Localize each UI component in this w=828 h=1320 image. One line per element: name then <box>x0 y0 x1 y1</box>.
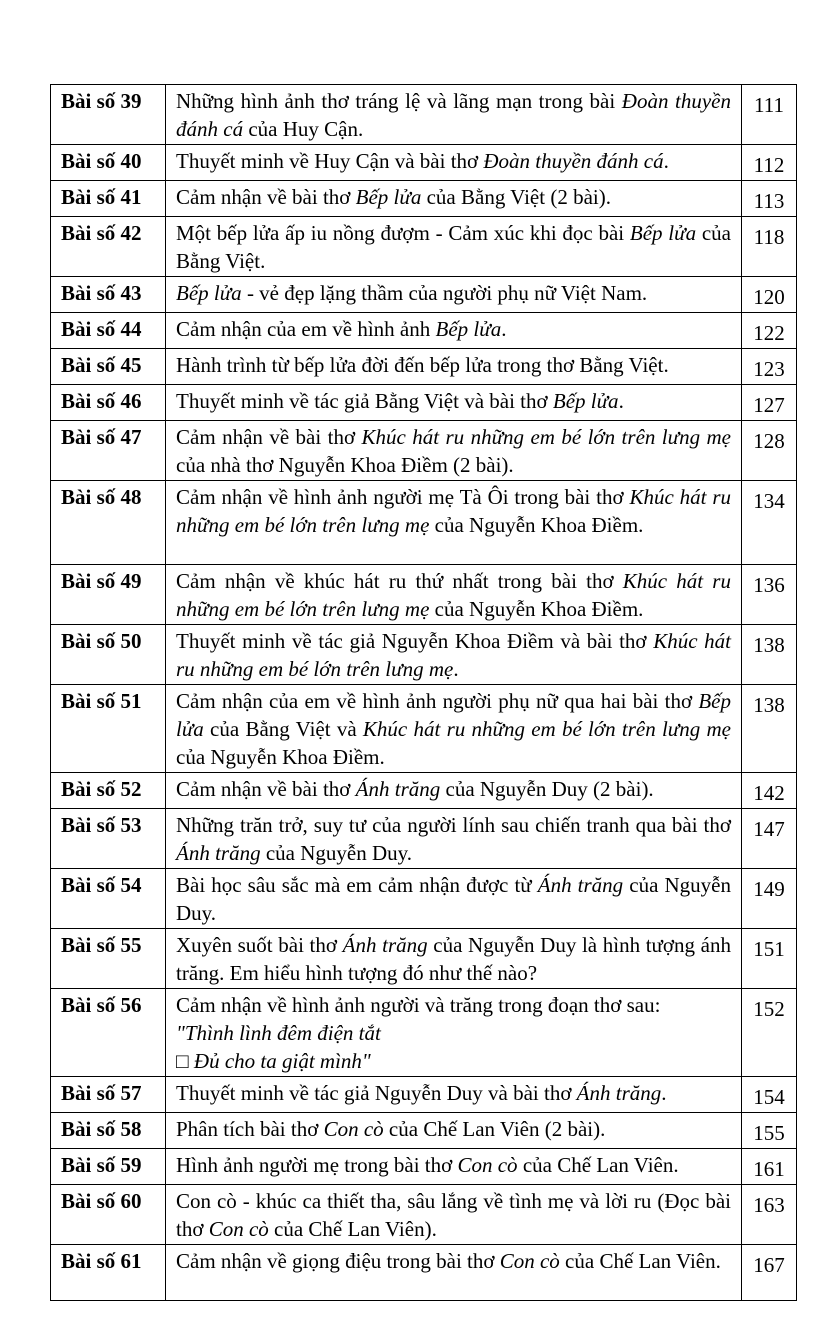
entry-title <box>166 929 742 989</box>
entry-title <box>166 277 742 313</box>
title-text: Con cò - khúc ca thiết tha, sâu lắng về tình mẹ và lời ru (Đọc bài thơ <box>176 1189 731 1241</box>
table-row <box>51 625 797 685</box>
entry-number: Bài số 39 <box>51 85 166 145</box>
entry-number: Bài số 55 <box>51 929 166 989</box>
entry-title <box>166 565 742 625</box>
table-row <box>51 217 797 277</box>
title-line <box>176 1249 721 1273</box>
title-text: . <box>501 317 507 341</box>
work-title-italic: Ánh trăng <box>537 873 624 897</box>
work-title-italic: Đoàn thuyền đánh cá <box>176 89 731 141</box>
title-text: Cảm nhận về hình ảnh người và trăng trong đoạn thơ sau: <box>176 993 661 1017</box>
work-title-italic: Ánh trăng <box>176 841 261 865</box>
title-text: của Nguyễn Duy. <box>260 841 413 865</box>
title-text: của Bằng Việt (2 bài). <box>421 185 611 209</box>
title-line <box>176 569 731 621</box>
entry-title <box>166 989 742 1077</box>
entry-number: Bài số 44 <box>51 313 166 349</box>
entry-title <box>166 385 742 421</box>
work-title-italic: Khúc hát ru những em bé lớn trên lưng mẹ <box>176 485 731 537</box>
table-row <box>51 1077 797 1113</box>
entry-number: Bài số 56 <box>51 989 166 1077</box>
title-line <box>176 689 731 769</box>
title-line <box>176 933 731 985</box>
title-text: Thuyết minh về tác giả Nguyễn Khoa Điềm và bài thơ <box>176 629 654 653</box>
table-row <box>51 685 797 773</box>
title-text: của Nguyễn Khoa Điềm. <box>429 597 644 621</box>
entry-number: Bài số 43 <box>51 277 166 313</box>
table-row <box>51 385 797 421</box>
work-title-italic: Đoàn thuyền đánh cá <box>483 149 664 173</box>
work-title-italic: Con cò <box>323 1117 384 1141</box>
work-title-italic: □ Đủ cho ta giật mình" <box>176 1049 371 1073</box>
entry-number: Bài số 49 <box>51 565 166 625</box>
work-title-italic: Khúc hát ru những em bé lớn trên lưng mẹ <box>361 425 731 449</box>
table-row <box>51 349 797 385</box>
title-line <box>176 813 731 865</box>
table-row <box>51 1245 797 1301</box>
page-number: 155 <box>742 1113 797 1149</box>
work-title-italic: Ánh trăng <box>355 777 441 801</box>
entry-number: Bài số 41 <box>51 181 166 217</box>
entry-number: Bài số 53 <box>51 809 166 869</box>
entry-title <box>166 625 742 685</box>
table-row <box>51 869 797 929</box>
entry-title <box>166 421 742 481</box>
entry-number: Bài số 54 <box>51 869 166 929</box>
title-text: Cảm nhận về khúc hát ru thứ nhất trong bài thơ <box>176 569 623 593</box>
page-number: 128 <box>742 421 797 481</box>
title-text: của Nguyễn Duy (2 bài). <box>440 777 654 801</box>
entry-title <box>166 313 742 349</box>
title-line <box>176 89 731 141</box>
page-number: 163 <box>742 1185 797 1245</box>
entry-number: Bài số 57 <box>51 1077 166 1113</box>
work-title-italic: Bếp lửa <box>355 185 422 209</box>
title-text: của Nguyễn Khoa Điềm. <box>176 745 385 769</box>
page-number: 113 <box>742 181 797 217</box>
table-of-contents <box>50 84 797 1301</box>
entry-title <box>166 1113 742 1149</box>
entry-title <box>166 145 742 181</box>
title-text: Thuyết minh về tác giả Nguyễn Duy và bài thơ <box>176 1081 577 1105</box>
title-text: . <box>618 389 624 413</box>
table-row <box>51 565 797 625</box>
page-number: 134 <box>742 481 797 565</box>
entry-title <box>166 869 742 929</box>
title-text: Xuyên suốt bài thơ <box>176 933 343 957</box>
title-text: của Huy Cận. <box>243 117 364 141</box>
page-number: 149 <box>742 869 797 929</box>
page-number: 138 <box>742 685 797 773</box>
title-line <box>176 425 731 477</box>
page-number: 147 <box>742 809 797 869</box>
table-row <box>51 1149 797 1185</box>
table-row <box>51 1185 797 1245</box>
entry-number: Bài số 61 <box>51 1245 166 1301</box>
entry-title <box>166 1185 742 1245</box>
table-row <box>51 181 797 217</box>
title-text: Cảm nhận của em về hình ảnh <box>176 317 436 341</box>
title-text: của nhà thơ Nguyễn Khoa Điềm (2 bài). <box>176 453 514 477</box>
work-title-italic: Con cò <box>208 1217 269 1241</box>
title-text: Bài học sâu sắc mà em cảm nhận được từ <box>176 873 538 897</box>
title-text: của Chế Lan Viên (2 bài). <box>383 1117 606 1141</box>
title-text: Thuyết minh về tác giả Bằng Việt và bài thơ <box>176 389 553 413</box>
title-line <box>176 991 731 1019</box>
title-line <box>176 1081 667 1105</box>
entry-number: Bài số 46 <box>51 385 166 421</box>
page-number: 122 <box>742 313 797 349</box>
title-text: Cảm nhận về hình ảnh người mẹ Tà Ôi trong bài thơ <box>176 485 630 509</box>
page-number: 151 <box>742 929 797 989</box>
work-title-italic: Ánh trăng <box>342 933 428 957</box>
title-text: của Chế Lan Viên). <box>268 1217 437 1241</box>
page-number: 123 <box>742 349 797 385</box>
table-row <box>51 277 797 313</box>
title-line <box>176 1047 731 1075</box>
title-line <box>176 317 506 341</box>
entry-number: Bài số 42 <box>51 217 166 277</box>
entry-number: Bài số 40 <box>51 145 166 181</box>
entry-title <box>166 1245 742 1301</box>
table-row <box>51 929 797 989</box>
entry-number: Bài số 59 <box>51 1149 166 1185</box>
table-row <box>51 1113 797 1149</box>
table-row <box>51 809 797 869</box>
work-title-italic: Bếp lửa <box>629 221 697 245</box>
work-title-italic: Bếp lửa <box>552 389 619 413</box>
entry-title <box>166 481 742 565</box>
table-row <box>51 481 797 565</box>
entry-number: Bài số 50 <box>51 625 166 685</box>
title-text: của Bằng Việt và <box>203 717 363 741</box>
entry-title <box>166 85 742 145</box>
title-line <box>176 389 624 413</box>
title-text: Cảm nhận về giọng điệu trong bài thơ <box>176 1249 500 1273</box>
page-number: 138 <box>742 625 797 685</box>
entry-title <box>166 809 742 869</box>
title-line <box>176 221 731 273</box>
table-row <box>51 421 797 481</box>
title-line <box>176 281 647 305</box>
title-text: của Bằng Việt. <box>176 221 732 273</box>
work-title-italic: Con cò <box>499 1249 560 1273</box>
title-text: Những hình ảnh thơ tráng lệ và lãng mạn trong bài <box>176 89 622 113</box>
title-text: . <box>663 149 669 173</box>
title-text: - vẻ đẹp lặng thầm của người phụ nữ Việt Nam. <box>241 281 648 305</box>
page-number: 120 <box>742 277 797 313</box>
title-text: . <box>661 1081 667 1105</box>
work-title-italic: "Thình lình đêm điện tắt <box>176 1021 381 1045</box>
page-number: 136 <box>742 565 797 625</box>
entry-title <box>166 217 742 277</box>
title-line <box>176 1153 679 1177</box>
entry-number: Bài số 60 <box>51 1185 166 1245</box>
title-line <box>176 777 654 801</box>
title-text: . <box>453 657 459 681</box>
title-text: Cảm nhận về bài thơ <box>176 425 362 449</box>
title-text: Hình ảnh người mẹ trong bài thơ <box>176 1153 458 1177</box>
work-title-italic: Khúc hát ru những em bé lớn trên lưng mẹ <box>176 569 731 621</box>
title-text: Phân tích bài thơ <box>176 1117 324 1141</box>
page-number: 142 <box>742 773 797 809</box>
table-row <box>51 145 797 181</box>
page-number: 161 <box>742 1149 797 1185</box>
entry-title <box>166 181 742 217</box>
entry-number: Bài số 52 <box>51 773 166 809</box>
title-line <box>176 149 669 173</box>
work-title-italic: Bếp lửa <box>176 281 242 305</box>
title-text: của Nguyễn Khoa Điềm. <box>429 513 644 537</box>
page-number: 127 <box>742 385 797 421</box>
work-title-italic: Khúc hát ru những em bé lớn trên lưng mẹ <box>362 717 731 741</box>
entry-title <box>166 685 742 773</box>
title-text: Cảm nhận về bài thơ <box>176 185 356 209</box>
entry-number: Bài số 58 <box>51 1113 166 1149</box>
table-row <box>51 989 797 1077</box>
title-line <box>176 1189 731 1241</box>
title-text: của Nguyễn Duy. <box>176 873 731 925</box>
work-title-italic: Bếp lửa <box>176 689 731 741</box>
title-line <box>176 873 731 925</box>
title-line <box>176 185 611 209</box>
table-row <box>51 85 797 145</box>
title-text: Cảm nhận về bài thơ <box>176 777 356 801</box>
entry-title <box>166 349 742 385</box>
title-text: của Chế Lan Viên. <box>559 1249 721 1273</box>
table-row <box>51 313 797 349</box>
page-number: 112 <box>742 145 797 181</box>
title-text: Thuyết minh về Huy Cận và bài thơ <box>176 149 484 173</box>
title-line <box>176 1117 605 1141</box>
title-text: của Chế Lan Viên. <box>517 1153 679 1177</box>
work-title-italic: Khúc hát ru những em bé lớn trên lưng mẹ <box>176 629 731 681</box>
title-text: Cảm nhận của em về hình ảnh người phụ nữ qua hai bài thơ <box>176 689 699 713</box>
page-number: 118 <box>742 217 797 277</box>
title-line <box>176 353 669 377</box>
work-title-italic: Ánh trăng <box>576 1081 662 1105</box>
title-line <box>176 629 731 681</box>
work-title-italic: Bếp lửa <box>435 317 502 341</box>
page-number: 167 <box>742 1245 797 1301</box>
title-text: Một bếp lửa ấp iu nồng đượm - Cảm xúc khi đọc bài <box>176 221 630 245</box>
toc-body <box>51 85 797 1301</box>
entry-number: Bài số 48 <box>51 481 166 565</box>
title-text: Hành trình từ bếp lửa đời đến bếp lửa trong thơ Bằng Việt. <box>176 353 669 377</box>
entry-number: Bài số 51 <box>51 685 166 773</box>
page-number: 154 <box>742 1077 797 1113</box>
title-text: Những trăn trở, suy tư của người lính sau chiến tranh qua bài thơ <box>176 813 731 837</box>
entry-number: Bài số 47 <box>51 421 166 481</box>
table-row <box>51 773 797 809</box>
page-number: 111 <box>742 85 797 145</box>
work-title-italic: Con cò <box>457 1153 518 1177</box>
page-number: 152 <box>742 989 797 1077</box>
title-line <box>176 1019 731 1047</box>
entry-title <box>166 1077 742 1113</box>
title-line <box>176 485 731 537</box>
entry-title <box>166 773 742 809</box>
title-text: của Nguyễn Duy là hình tượng ánh trăng. Em hiểu hình tượng đó như thế nào? <box>176 933 731 985</box>
entry-number: Bài số 45 <box>51 349 166 385</box>
entry-title <box>166 1149 742 1185</box>
